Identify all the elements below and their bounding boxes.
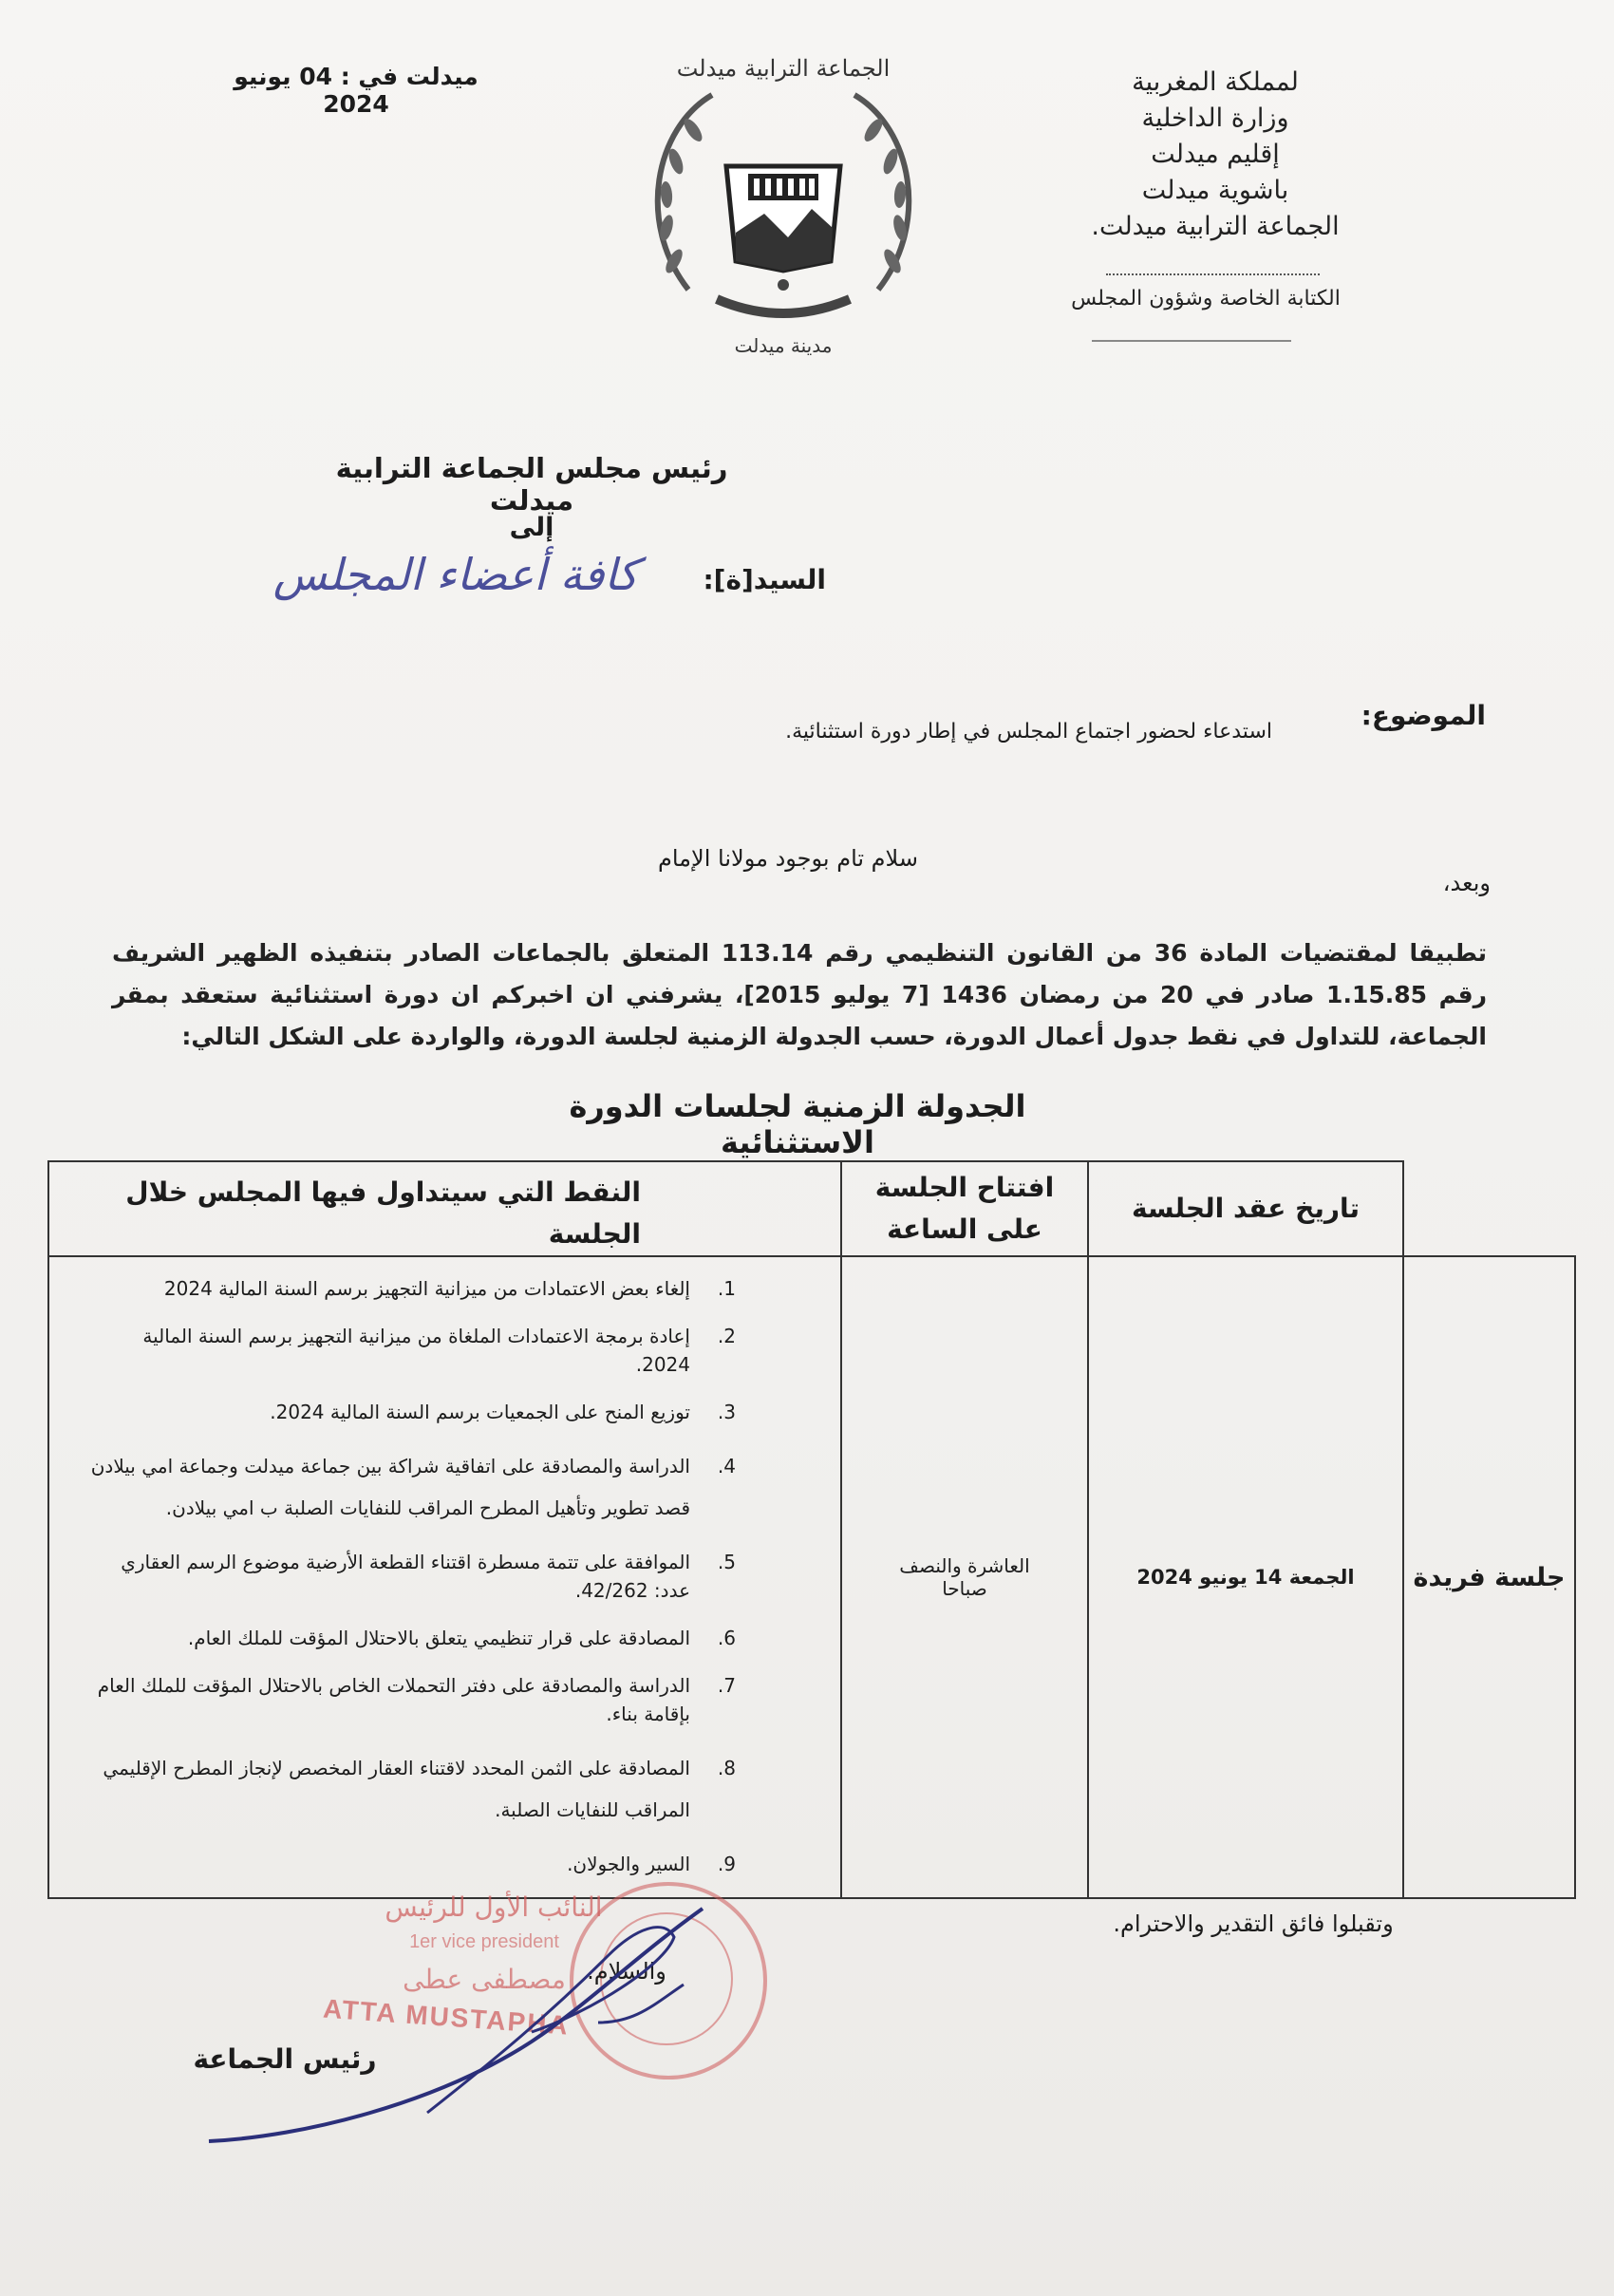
list-item (84, 1548, 736, 1605)
header-line: لمملكة المغربية (1132, 67, 1299, 97)
municipality-emblem (646, 43, 921, 366)
item-text: الدراسة والمصادقة على دفتر التحملات الخاص بالاحتلال المؤقت للملك العام بإقامة بناء. (97, 1674, 690, 1725)
schedule-table (47, 1160, 1576, 1899)
list-item (84, 1274, 736, 1303)
recipient-handwritten: كافة أعضاء المجلس (272, 549, 639, 600)
list-item (84, 1850, 736, 1878)
stamp-line-name-ar: مصطفى عطى (403, 1964, 566, 1995)
session-cell-blank (1403, 1161, 1575, 1256)
item-text: السير والجولان. (567, 1853, 690, 1875)
item-number: 1. (717, 1277, 736, 1300)
signatory-title: رئيس الجماعة (193, 2043, 377, 2075)
session-label: جلسة فريدة (1403, 1256, 1575, 1898)
stamp-line-title: النائب الأول للرئيس (385, 1891, 603, 1923)
item-number: 9. (717, 1853, 736, 1875)
header-right-block (1054, 65, 1377, 245)
subject-label: الموضوع: (1361, 700, 1486, 731)
department-label: الكتابة الخاصة وشؤون المجلس (1071, 287, 1341, 311)
body-paragraph: تطبيقا لمقتضيات المادة 36 من القانون التنظيمي رقم 113.14 المتعلق بالجماعات الصادر بتنفيذه الظهير الشريف رقم 1.15.85 صادر في 20 من رمضان 1436 [7 يوليو 2015]، يشرفني ان اخبركم ان دورة استثنائية ستعقد بمقر الجماعة، للتداول في نقط جدول أعمال الدورة، حسب الجدولة الزمنية لجلسة الدورة، والواردة على الشكل التالي: (112, 939, 1488, 1050)
list-item (84, 1398, 736, 1426)
list-item (84, 1322, 736, 1379)
to-label: إلى (509, 513, 554, 542)
item-number: 5. (717, 1551, 736, 1573)
place-date: ميدلت في : 04 يونيو 2024 (234, 63, 479, 118)
item-number: 6. (717, 1627, 736, 1649)
header-line: الجماعة الترابية ميدلت. (1091, 212, 1340, 241)
header-divider (1106, 273, 1320, 275)
recipient-label: السيد[ة]: (703, 564, 826, 595)
session-row (48, 1256, 1575, 1898)
closing-peace: والسلام. (587, 1958, 666, 1985)
item-number: 8. (717, 1757, 736, 1779)
list-item (84, 1671, 736, 1728)
list-item (84, 1747, 736, 1831)
date-value: الجمعة 14 يونيو 2024 (1088, 1256, 1403, 1898)
department-underline (1092, 340, 1291, 342)
table-title: الجدولة الزمنية لجلسات الدورة الاستثنائية (569, 1088, 1026, 1160)
points-cell (48, 1256, 841, 1898)
item-text: المصادقة على الثمن المحدد لاقتناء العقار المخصص لإنجاز المطرح الإقليمي المراقب للنفايات الصلبة. (103, 1757, 690, 1821)
header-line: باشوية ميدلت (1141, 176, 1289, 205)
emblem-top-text: الجماعة الترابية ميدلت (676, 55, 891, 82)
points-header: النقط التي سيتداول فيها المجلس خلال الجلسة (48, 1161, 841, 1256)
item-number: 4. (717, 1455, 736, 1477)
header-line: وزارة الداخلية (1141, 104, 1289, 133)
time-value: العاشرة والنصف صباحا (841, 1256, 1088, 1898)
item-number: 7. (717, 1674, 736, 1697)
stamp-line-name-latin: ATTA MUSTAPHA (322, 1993, 571, 2041)
list-item (84, 1445, 736, 1529)
salutation: سلام تام بوجود مولانا الإمام (658, 845, 918, 872)
item-text: توزيع المنح على الجمعيات برسم السنة المالية 2024. (270, 1401, 690, 1423)
item-number: 3. (717, 1401, 736, 1423)
subject-text: استدعاء لحضور اجتماع المجلس في إطار دورة استثنائية. (785, 720, 1272, 743)
sender-title: رئيس مجلس الجماعة الترابية ميدلت (335, 452, 728, 517)
list-item (84, 1624, 736, 1652)
date-header: تاريخ عقد الجلسة (1088, 1161, 1403, 1256)
header-line: إقليم ميدلت (1151, 140, 1280, 169)
item-text: الموافقة على تتمة مسطرة اقتناء القطعة الأرضية موضوع الرسم العقاري عدد: 42/262. (121, 1551, 690, 1602)
item-text: إعادة برمجة الاعتمادات الملغاة من ميزانية التجهيز برسم السنة المالية 2024. (142, 1325, 690, 1376)
stamp-line-french: 1er vice president (409, 1931, 559, 1952)
item-number: 2. (717, 1325, 736, 1347)
closing-regards: وتقبلوا فائق التقدير والاحترام. (1113, 1910, 1394, 1937)
item-text: إلغاء بعض الاعتمادات من ميزانية التجهيز برسم السنة المالية 2024 (163, 1277, 690, 1300)
item-text: الدراسة والمصادقة على اتفاقية شراكة بين جماعة ميدلت وجماعة امي بيلادن قصد تطوير وتأهيل المطرح المراقب للنفايات الصلبة ب امي بيلادن. (90, 1455, 690, 1519)
table-header-row (48, 1161, 1575, 1256)
time-header: افتتاح الجلسة على الساعة (841, 1161, 1088, 1256)
item-text: المصادقة على قرار تنظيمي يتعلق بالاحتلال المؤقت للملك العام. (187, 1627, 690, 1649)
emblem-bottom-text: مدينة ميدلت (734, 334, 833, 357)
opening: وبعد، (1442, 870, 1491, 896)
handwritten-signature (190, 1899, 722, 2165)
